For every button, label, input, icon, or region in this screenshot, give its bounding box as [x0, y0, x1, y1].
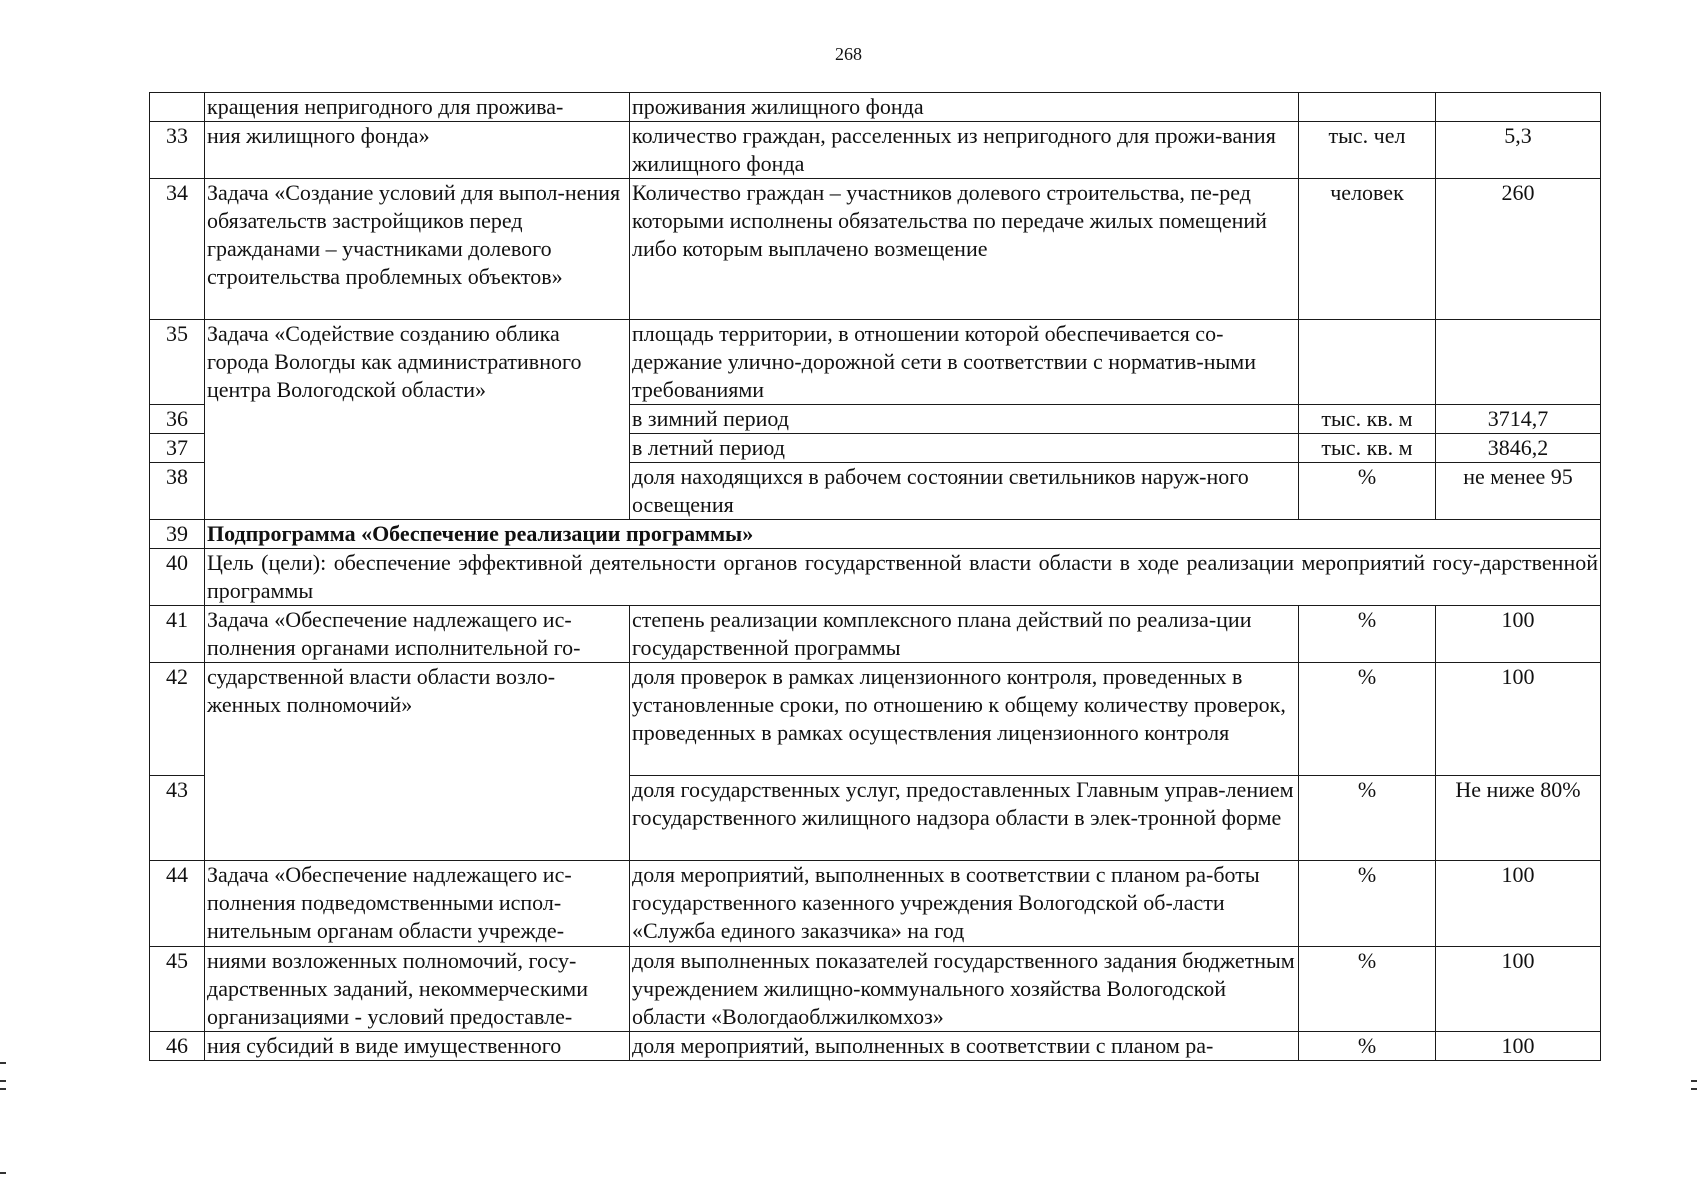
task-cell: Задача «Обеспечение надлежащего ис-полнения органами исполнительной го-: [205, 606, 630, 663]
indicator-cell: проживания жилищного фонда: [630, 93, 1299, 122]
task-cell: кращения непригодного для прожива-: [205, 93, 630, 122]
row-number: 38: [150, 463, 205, 520]
table-row: [150, 320, 1601, 405]
task-cell: Задача «Создание условий для выпол-нения обязательств застройщиков перед гражданами – участниками долевого строительства проблемных объектов»: [205, 179, 630, 320]
indicator-cell: доля находящихся в рабочем состоянии светильников наруж-ного освещения: [630, 463, 1299, 520]
indicator-cell: доля государственных услуг, предоставленных Главным управ-лением государственного жилищного надзора области в элек-тронной форме: [630, 776, 1299, 861]
scan-mark: [0, 1080, 6, 1082]
scan-mark: [1691, 1080, 1697, 1082]
row-number: 39: [150, 520, 205, 549]
value-cell: [1436, 320, 1601, 405]
scan-mark: [0, 1172, 6, 1174]
row-number: 35: [150, 320, 205, 405]
indicator-cell: в зимний период: [630, 405, 1299, 434]
value-cell: 100: [1436, 947, 1601, 1032]
table-row: [150, 122, 1601, 179]
page-number: 268: [835, 44, 862, 64]
value-cell: 100: [1436, 606, 1601, 663]
task-cell: сударственной власти области возло-женных полномочий»: [205, 663, 630, 861]
indicators-table: [149, 92, 1601, 1061]
unit-cell: [1299, 93, 1436, 122]
row-number: 36: [150, 405, 205, 434]
row-number: 46: [150, 1032, 205, 1061]
goal-text: Цель (цели): обеспечение эффективной деятельности органов государственной власти области в ходе реализации мероприятий госу-дарственной программы: [205, 549, 1601, 606]
indicator-cell: степень реализации комплексного плана действий по реализа-ции государственной программы: [630, 606, 1299, 663]
indicator-cell: в летний период: [630, 434, 1299, 463]
value-cell: 3714,7: [1436, 405, 1601, 434]
row-number: 40: [150, 549, 205, 606]
indicator-cell: доля проверок в рамках лицензионного контроля, проведенных в установленные сроки, по отношению к общему количеству проверок, проведенных в рамках осуществления лицензионного контроля: [630, 663, 1299, 776]
row-number: 42: [150, 663, 205, 776]
unit-cell: тыс. чел: [1299, 122, 1436, 179]
indicator-cell: доля мероприятий, выполненных в соответствии с планом ра-боты государственного казенного учреждения Вологодской об-ласти «Служба единого заказчика» на год: [630, 861, 1299, 947]
unit-cell: человек: [1299, 179, 1436, 320]
task-cell: ниями возложенных полномочий, госу-дарственных заданий, некоммерческими организациями - условий предоставле-: [205, 947, 630, 1032]
indicator-cell: количество граждан, расселенных из непригодного для прожи-вания жилищного фонда: [630, 122, 1299, 179]
row-number: [150, 93, 205, 122]
row-number: 45: [150, 947, 205, 1032]
scan-mark: [0, 1088, 6, 1090]
table-row: [150, 549, 1601, 606]
unit-cell: %: [1299, 463, 1436, 520]
table-row: [150, 179, 1601, 320]
task-cell: ния жилищного фонда»: [205, 122, 630, 179]
value-cell: 100: [1436, 861, 1601, 947]
subprogram-title: Подпрограмма «Обеспечение реализации программы»: [205, 520, 1601, 549]
table-row: [150, 93, 1601, 122]
unit-cell: тыс. кв. м: [1299, 405, 1436, 434]
row-number: 34: [150, 179, 205, 320]
value-cell: 260: [1436, 179, 1601, 320]
table-row: [150, 1032, 1601, 1061]
unit-cell: %: [1299, 947, 1436, 1032]
row-number: 43: [150, 776, 205, 861]
value-cell: 100: [1436, 1032, 1601, 1061]
scan-mark: [1691, 1088, 1697, 1090]
row-number: 37: [150, 434, 205, 463]
indicator-cell: Количество граждан – участников долевого строительства, пе-ред которыми исполнены обязательства по передаче жилых помещений либо которым выплачено возмещение: [630, 179, 1299, 320]
table-row: [150, 520, 1601, 549]
table-row: [150, 861, 1601, 947]
unit-cell: %: [1299, 861, 1436, 947]
indicator-cell: площадь территории, в отношении которой обеспечивается со-держание улично-дорожной сети в соответствии с норматив-ными требованиями: [630, 320, 1299, 405]
unit-cell: тыс. кв. м: [1299, 434, 1436, 463]
row-number: 44: [150, 861, 205, 947]
unit-cell: %: [1299, 1032, 1436, 1061]
task-cell: Задача «Содействие созданию облика города Вологды как административного центра Вологодской области»: [205, 320, 630, 520]
value-cell: 100: [1436, 663, 1601, 776]
scan-mark: [0, 1062, 6, 1064]
value-cell: 5,3: [1436, 122, 1601, 179]
indicator-cell: доля мероприятий, выполненных в соответствии с планом ра-: [630, 1032, 1299, 1061]
value-cell: не менее 95: [1436, 463, 1601, 520]
task-cell: ния субсидий в виде имущественного: [205, 1032, 630, 1061]
table-row: [150, 663, 1601, 776]
unit-cell: [1299, 320, 1436, 405]
indicator-cell: доля выполненных показателей государственного задания бюджетным учреждением жилищно-коммунального хозяйства Вологодской области «Вологдаоблжилкомхоз»: [630, 947, 1299, 1032]
task-cell: Задача «Обеспечение надлежащего ис-полнения подведомственными испол-нительным органам области учрежде-: [205, 861, 630, 947]
unit-cell: %: [1299, 776, 1436, 861]
value-cell: Не ниже 80%: [1436, 776, 1601, 861]
table-row: [150, 606, 1601, 663]
value-cell: 3846,2: [1436, 434, 1601, 463]
row-number: 33: [150, 122, 205, 179]
table-row: [150, 947, 1601, 1032]
unit-cell: %: [1299, 663, 1436, 776]
value-cell: [1436, 93, 1601, 122]
unit-cell: %: [1299, 606, 1436, 663]
row-number: 41: [150, 606, 205, 663]
